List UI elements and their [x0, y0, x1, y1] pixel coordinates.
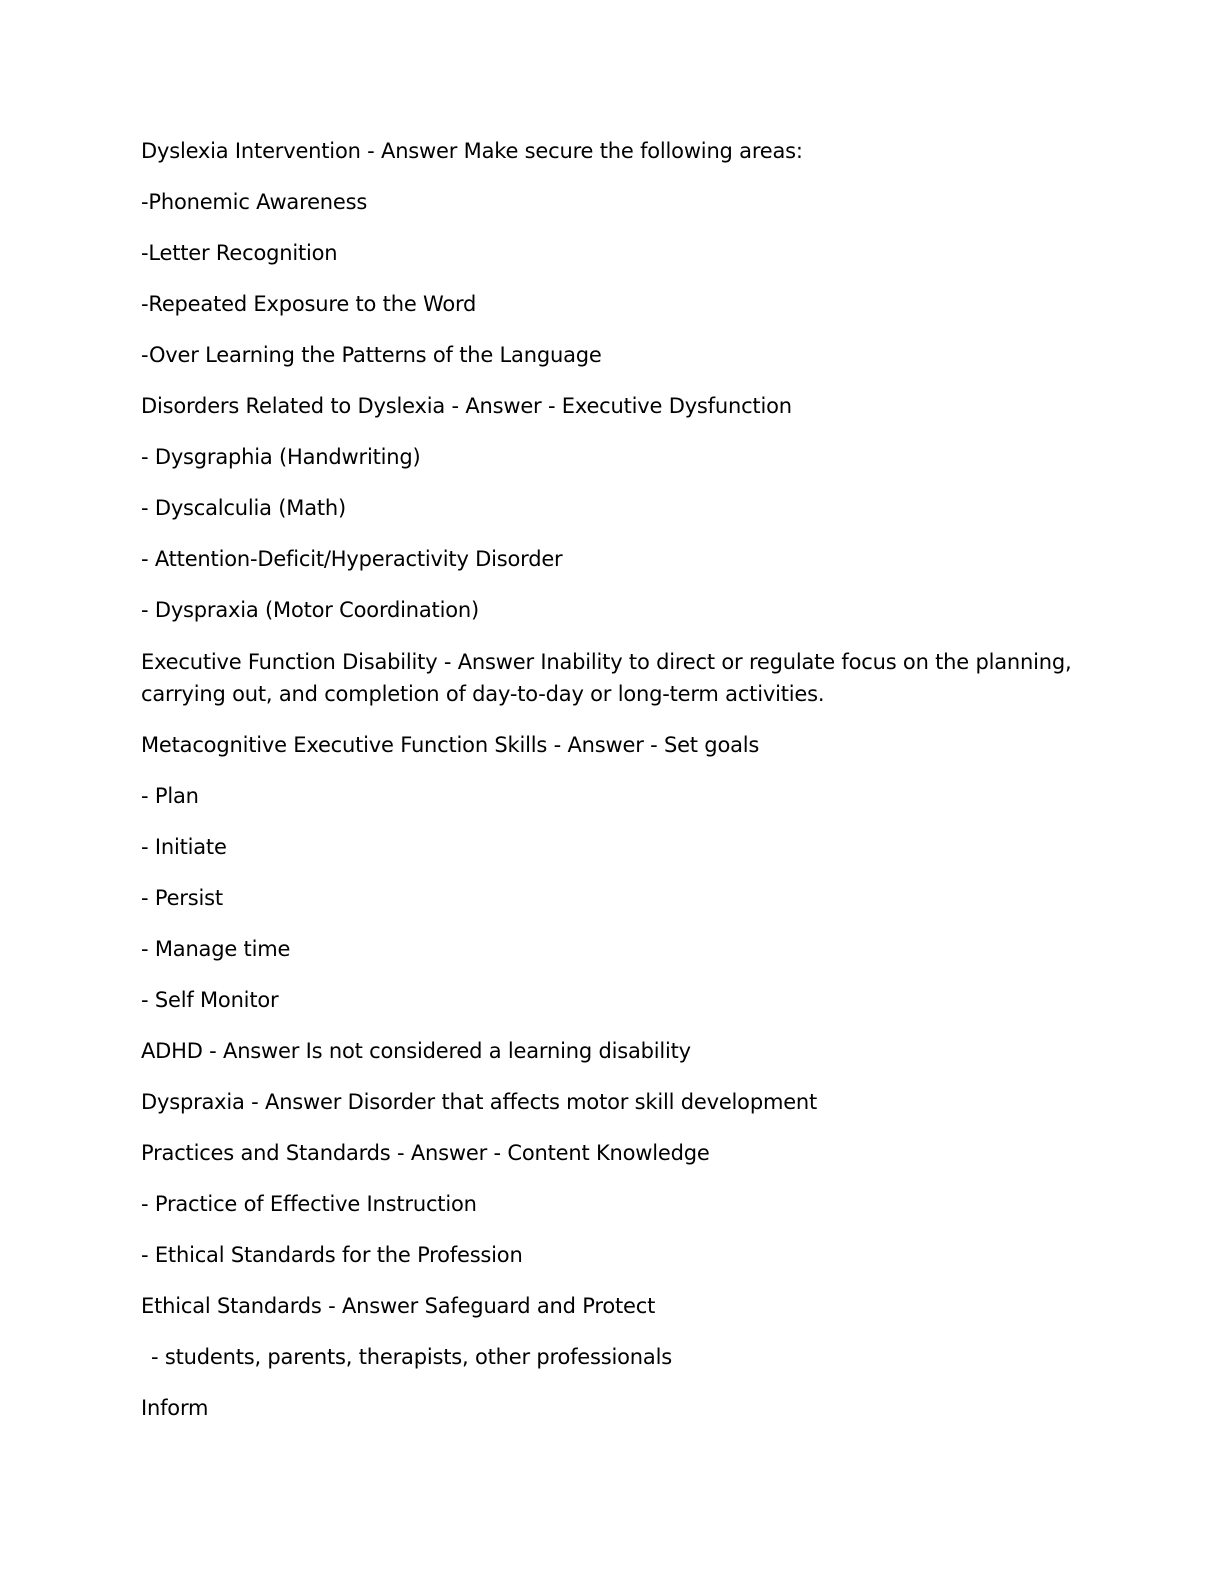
qa-question-line: ADHD - Answer Is not considered a learning disability	[141, 1039, 691, 1063]
list-item: - students, parents, therapists, other professionals	[151, 1345, 672, 1369]
list-item: - Dysgraphia (Handwriting)	[141, 445, 421, 469]
qa-question-line: Practices and Standards - Answer - Content Knowledge	[141, 1141, 710, 1165]
qa-question-line: Executive Function Disability - Answer Inability to direct or regulate focus on the planning, carrying out, and completion of day-to-day or long-term activities.	[141, 650, 1072, 706]
list-item: -Letter Recognition	[141, 241, 338, 265]
list-item: -Repeated Exposure to the Word	[141, 292, 477, 316]
list-item: - Attention-Deficit/Hyperactivity Disorder	[141, 547, 563, 571]
qa-question-line: Inform	[141, 1396, 209, 1420]
qa-question-line: Disorders Related to Dyslexia - Answer - Executive Dysfunction	[141, 394, 792, 418]
list-item: - Ethical Standards for the Profession	[141, 1243, 523, 1267]
qa-question-line: Dyslexia Intervention - Answer Make secure the following areas:	[141, 139, 803, 163]
list-item: -Phonemic Awareness	[141, 190, 368, 214]
list-item: - Manage time	[141, 937, 291, 961]
list-item: -Over Learning the Patterns of the Language	[141, 343, 602, 367]
list-item: - Plan	[141, 784, 199, 808]
list-item: - Dyscalculia (Math)	[141, 496, 347, 520]
list-item: - Initiate	[141, 835, 227, 859]
qa-question-line: Ethical Standards - Answer Safeguard and Protect	[141, 1294, 656, 1318]
qa-question-line: Metacognitive Executive Function Skills - Answer - Set goals	[141, 733, 760, 757]
qa-question-line: Dyspraxia - Answer Disorder that affects motor skill development	[141, 1090, 818, 1114]
list-item: - Dyspraxia (Motor Coordination)	[141, 598, 479, 622]
list-item: - Practice of Effective Instruction	[141, 1192, 477, 1216]
list-item: - Self Monitor	[141, 988, 279, 1012]
list-item: - Persist	[141, 886, 223, 910]
document-body	[141, 136, 1081, 1444]
